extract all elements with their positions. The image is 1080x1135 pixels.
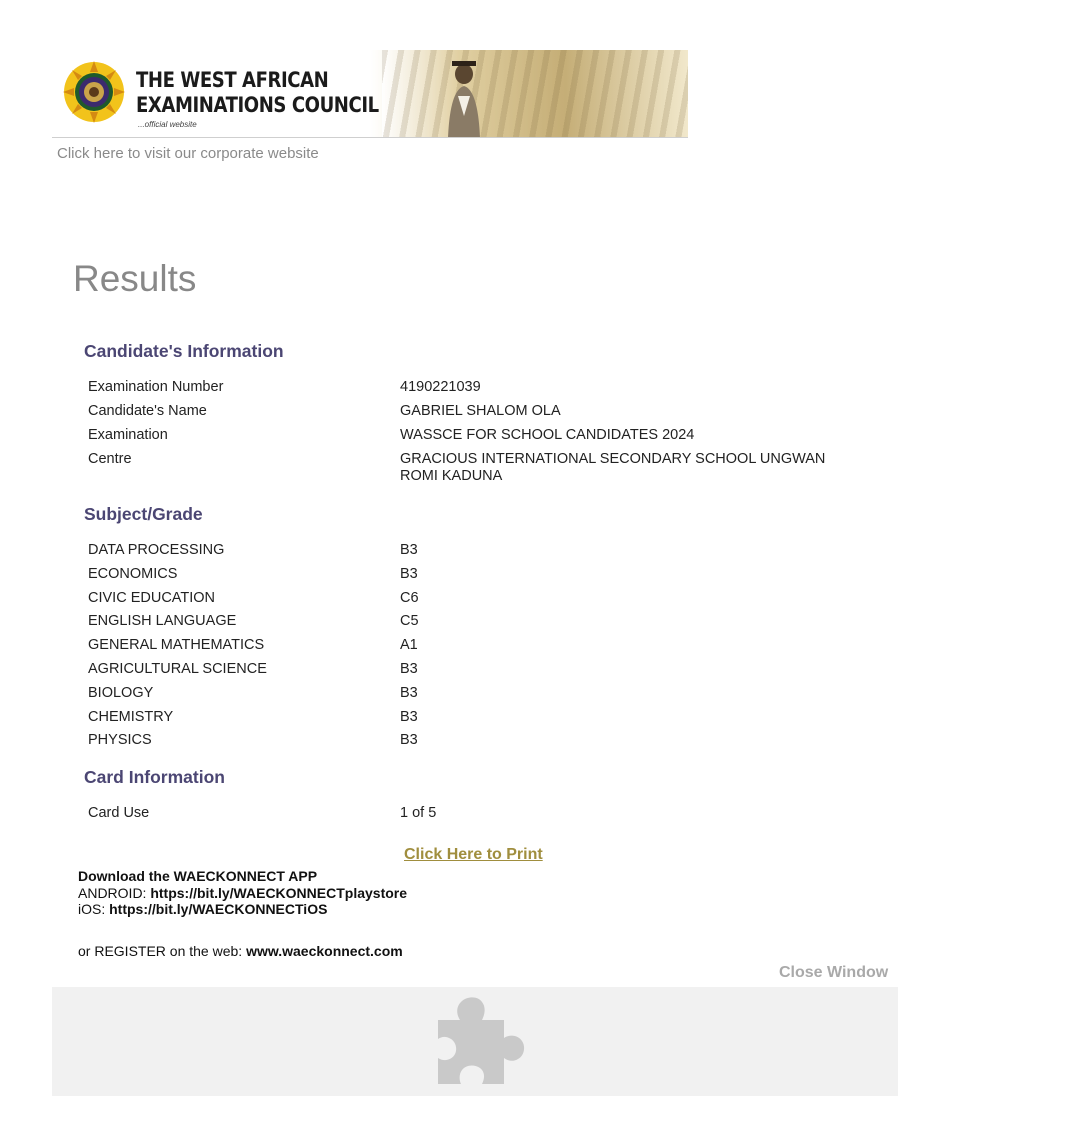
graduate-figure-icon: [444, 56, 484, 138]
subject-name: DATA PROCESSING: [88, 542, 225, 558]
subject-grade: B3: [400, 566, 418, 582]
subject-grade: A1: [400, 637, 418, 653]
candidate-info-heading: Candidate's Information: [84, 341, 284, 361]
org-name-line1: THE WEST AFRICAN: [136, 68, 329, 92]
web-register-line: [78, 943, 403, 959]
app-title: Download the WAECKONNECT APP: [78, 868, 318, 884]
subject-name: GENERAL MATHEMATICS: [88, 637, 265, 653]
page-title: Results: [73, 258, 197, 299]
exam-number-label: Examination Number: [88, 379, 224, 395]
subject-grade: B3: [400, 709, 418, 725]
banner-photo: [382, 50, 688, 138]
subject-grade: C5: [400, 613, 419, 629]
subject-name: ECONOMICS: [88, 566, 178, 582]
subject-name: CHEMISTRY: [88, 709, 174, 725]
org-tagline: ...official website: [138, 120, 197, 129]
puzzle-piece-icon: [430, 992, 526, 1088]
header-banner: [52, 50, 688, 138]
centre-value: GRACIOUS INTERNATIONAL SECONDARY SCHOOL UNGWAN ROMI KADUNA: [400, 451, 826, 484]
subject-name: BIOLOGY: [88, 685, 154, 701]
subject-name: PHYSICS: [88, 732, 152, 748]
org-name-line2: EXAMINATIONS COUNCIL: [136, 93, 379, 117]
exam-number-value: 4190221039: [400, 379, 481, 395]
android-label: ANDROID:: [78, 884, 151, 901]
subject-name: CIVIC EDUCATION: [88, 590, 216, 606]
subject-grade: B3: [400, 732, 418, 748]
card-info-heading: Card Information: [84, 767, 225, 787]
card-use-label: Card Use: [88, 805, 150, 821]
subject-name: ENGLISH LANGUAGE: [88, 613, 237, 629]
android-link[interactable]: https://bit.ly/WAECKONNECTplaystore: [150, 884, 408, 901]
plugin-placeholder: [52, 987, 898, 1096]
corporate-website-link[interactable]: Click here to visit our corporate website: [57, 145, 319, 162]
subject-grade: B3: [400, 685, 418, 701]
ios-label: iOS:: [78, 901, 110, 917]
candidate-name-value: GABRIEL SHALOM OLA: [400, 403, 561, 419]
ios-link[interactable]: https://bit.ly/WAECKONNECTiOS: [109, 901, 328, 917]
card-use-value: 1 of 5: [400, 805, 437, 821]
subject-grade-heading: Subject/Grade: [84, 504, 203, 524]
subject-grade: B3: [400, 661, 418, 677]
examination-value: WASSCE FOR SCHOOL CANDIDATES 2024: [400, 427, 695, 443]
candidate-name-label: Candidate's Name: [88, 403, 207, 419]
print-button[interactable]: Click Here to Print: [404, 846, 543, 863]
subject-grade: C6: [400, 590, 419, 606]
centre-label: Centre: [88, 451, 132, 467]
subject-name: AGRICULTURAL SCIENCE: [88, 661, 267, 677]
app-download-info: [78, 868, 407, 918]
web-register-link[interactable]: www.waeckonnect.com: [246, 943, 403, 959]
close-window-button[interactable]: Close Window: [779, 964, 889, 981]
web-register-label: or REGISTER on the web:: [78, 943, 247, 959]
examination-label: Examination: [88, 427, 168, 443]
waec-crest-icon: [62, 60, 126, 124]
subject-grade: B3: [400, 542, 418, 558]
